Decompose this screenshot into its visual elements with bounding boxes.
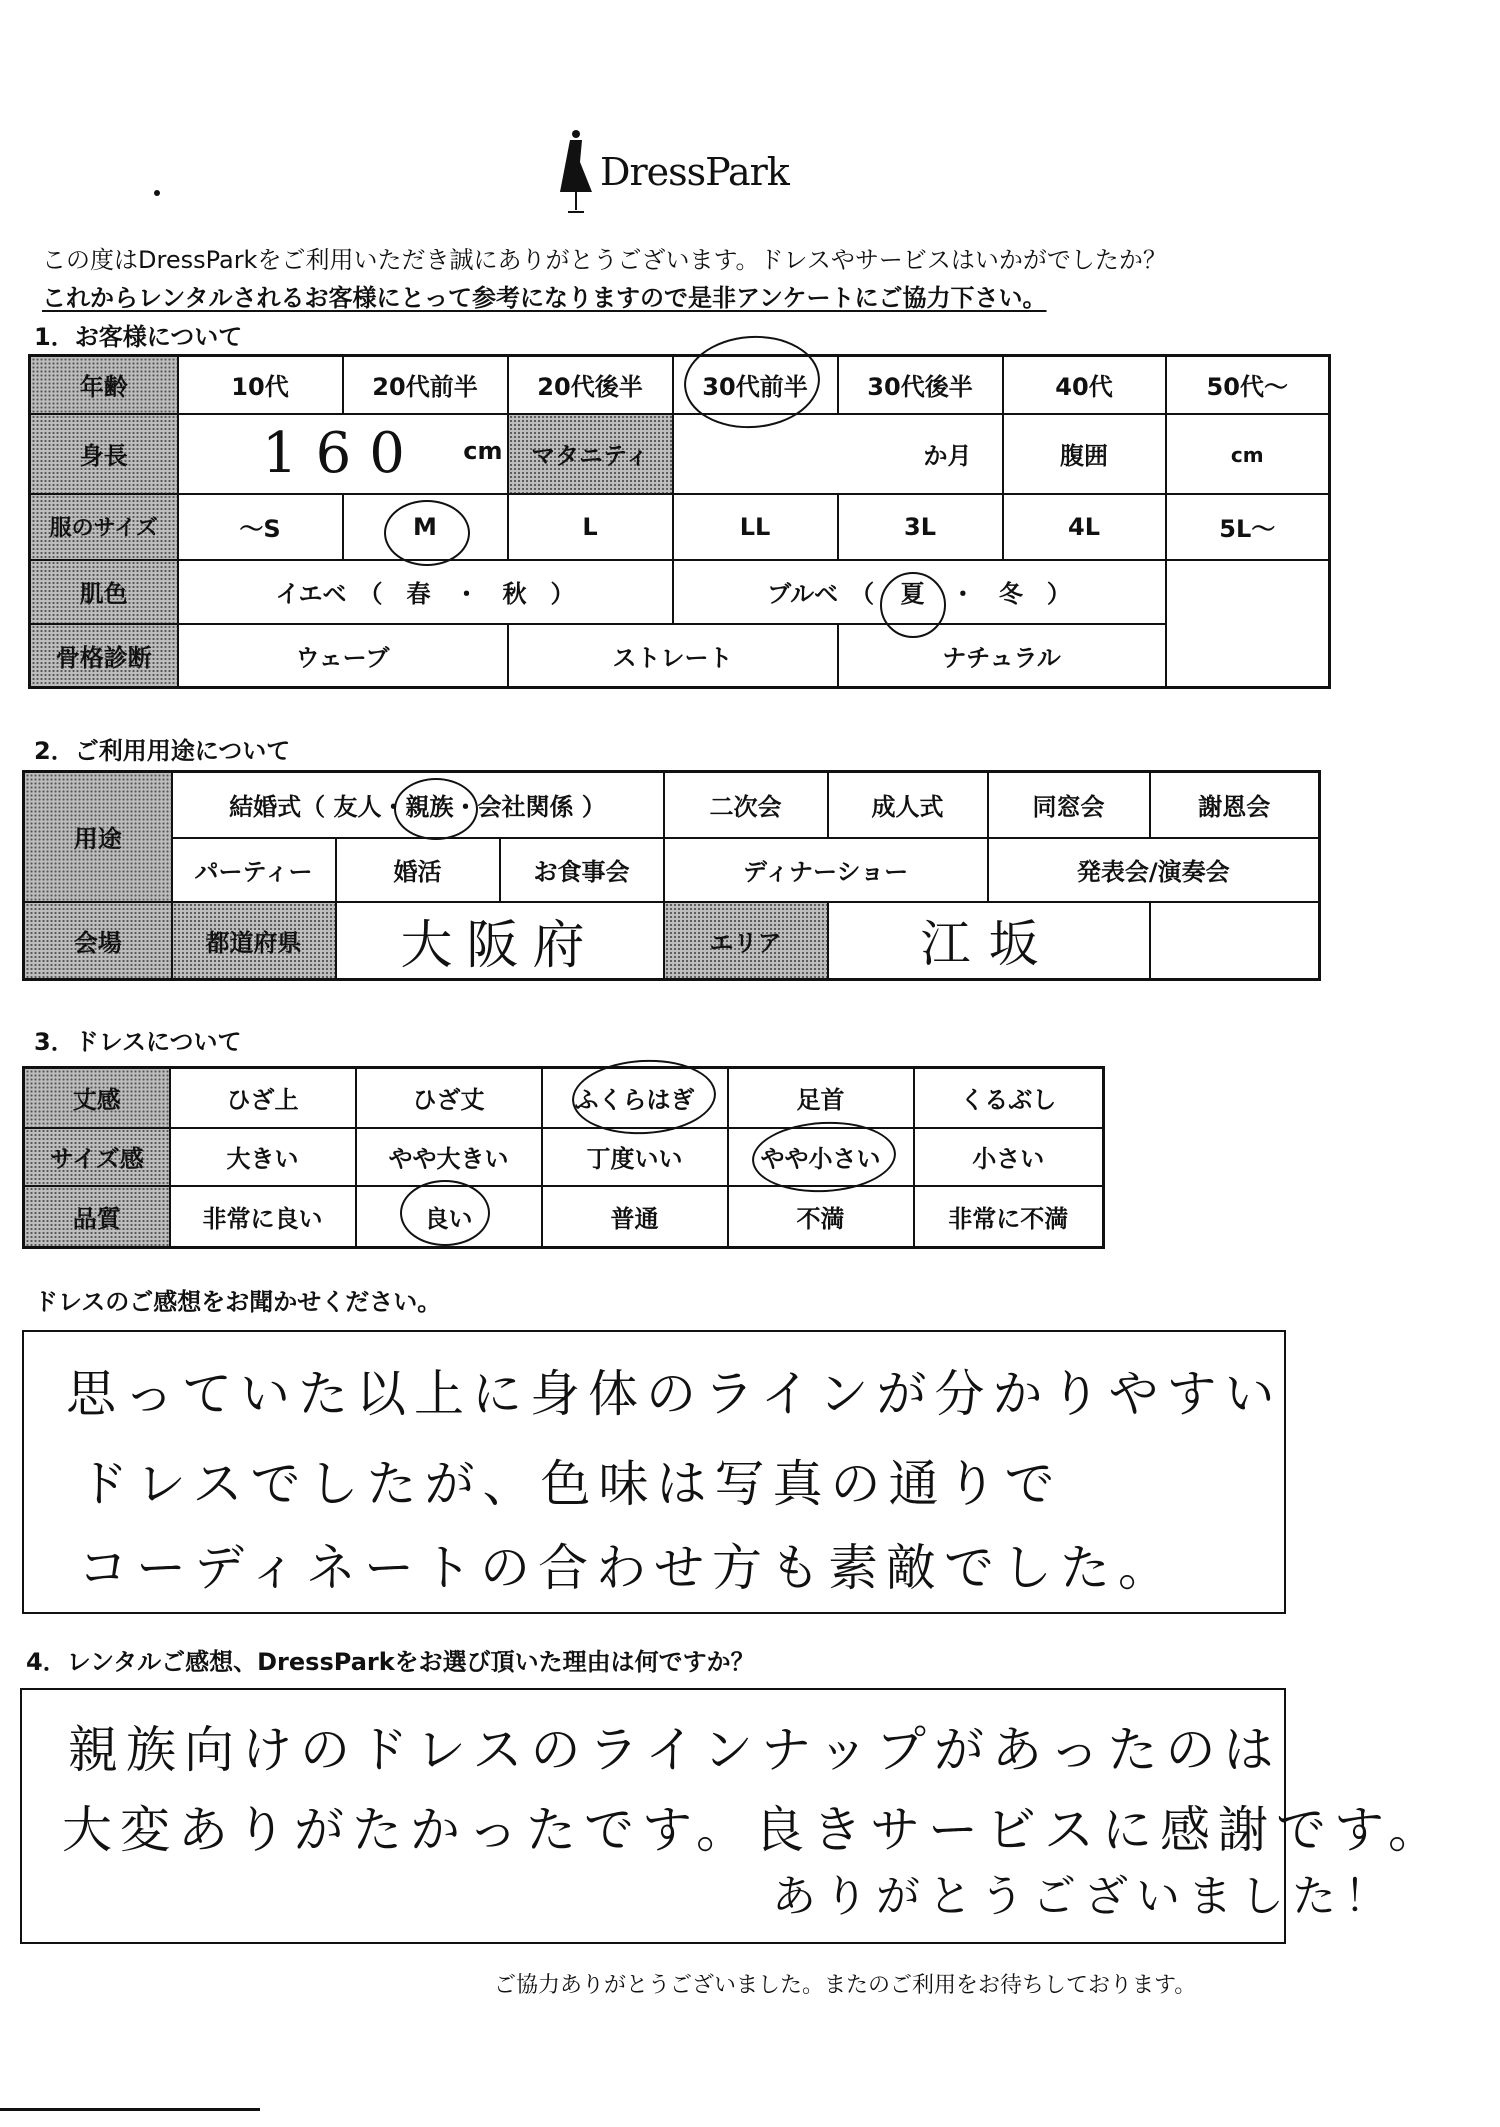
area-label: エリア (664, 902, 828, 980)
area-field[interactable] (828, 902, 1150, 980)
blue-base-rest: ・ 冬 ） (950, 580, 1071, 608)
size-label: 服のサイズ (30, 494, 178, 560)
height-field[interactable] (178, 414, 508, 494)
age-option[interactable]: 20代前半 (343, 356, 508, 414)
body-type-option[interactable]: ウェーブ (178, 624, 508, 688)
venue-label: 会場 (24, 902, 172, 980)
wedding-kin: 親族 (405, 793, 454, 822)
footer-thanks: ご協力ありがとうございました。またのご利用をお待ちしております。 (494, 1973, 1197, 1998)
dress-table (22, 1066, 1105, 1249)
prefecture-field[interactable] (336, 902, 664, 980)
prefecture-value: 大阪府 (400, 915, 599, 976)
intro-line2: これからレンタルされるお客様にとって参考になりますので是非アンケートにご協力下さい。 (42, 284, 1047, 312)
yellow-base-option[interactable]: イエベ （ 春 ・ 秋 ） (178, 560, 673, 624)
dress-comment-line: ドレスでしたが、色味は写真の通りで (78, 1455, 1063, 1513)
dress-icon (556, 128, 596, 218)
scan-mark (154, 190, 160, 196)
skin-color-label: 肌色 (30, 560, 178, 624)
section3-title: 3．ドレスについて (34, 1028, 242, 1056)
length-option[interactable]: ひざ丈 (356, 1068, 542, 1128)
section4-title: 4．レンタルご感想、DressParkをお選び頂いた理由は何ですか？ (26, 1648, 755, 1676)
length-option[interactable]: ふくらはぎ (542, 1068, 728, 1128)
rental-comment-line: ありがとうございました！ (772, 1871, 1396, 1922)
prefecture-label: 都道府県 (172, 902, 336, 980)
section1-title: 1．お客様について (34, 323, 243, 351)
age-option[interactable]: 40代 (1003, 356, 1166, 414)
blue-base-open: ブルベ （ (767, 580, 875, 608)
rental-comment-box[interactable] (20, 1688, 1446, 1944)
quality-option[interactable]: 不満 (728, 1186, 914, 1248)
fit-option[interactable]: 大きい (170, 1128, 356, 1186)
fit-option[interactable]: 小さい (914, 1128, 1104, 1186)
use-option[interactable]: 発表会/演奏会 (988, 838, 1320, 902)
use-option[interactable]: 謝恩会 (1150, 772, 1320, 838)
quality-option[interactable]: 非常に不満 (914, 1186, 1104, 1248)
rental-comment-line: 親族向けのドレスのラインナップがあったのは (68, 1721, 1282, 1779)
length-label: 丈感 (24, 1068, 170, 1128)
age-option[interactable]: 50代～ (1166, 356, 1330, 414)
customer-table (28, 354, 1331, 689)
usage-table (22, 770, 1321, 981)
size-option[interactable]: L (508, 494, 673, 560)
wedding-post: ・会社関係 ） (453, 793, 606, 822)
body-type-option[interactable]: ストレート (508, 624, 838, 688)
size-option[interactable]: 5L～ (1166, 494, 1330, 560)
size-option[interactable]: M (343, 494, 508, 560)
waist-label: 腹囲 (1003, 414, 1166, 494)
age-option[interactable]: 30代後半 (838, 356, 1003, 414)
logo (556, 128, 796, 218)
height-unit: cm (463, 436, 503, 465)
section2-title: 2．ご利用用途について (34, 737, 291, 765)
maternity-months-field[interactable] (673, 414, 1003, 494)
scan-edge-line (0, 2108, 260, 2111)
intro-line1: この度はDressParkをご利用いただき誠にありがとうございます。ドレスやサービスはいかがでしたか？ (42, 246, 1167, 274)
dress-comment-box[interactable] (22, 1330, 1286, 1614)
size-option[interactable]: ～S (178, 494, 343, 560)
fit-option[interactable]: 丁度いい (542, 1128, 728, 1186)
waist-field[interactable] (1166, 414, 1330, 494)
quality-option[interactable]: 非常に良い (170, 1186, 356, 1248)
fit-option[interactable]: やや大きい (356, 1128, 542, 1186)
use-option[interactable]: 成人式 (828, 772, 988, 838)
age-option[interactable]: 30代前半 (673, 356, 838, 414)
age-option[interactable]: 10代 (178, 356, 343, 414)
age-label: 年齢 (30, 356, 178, 414)
length-option[interactable]: ひざ上 (170, 1068, 356, 1128)
dress-comment-title: ドレスのご感想をお聞かせください。 (34, 1288, 442, 1316)
rental-comment-line: 大変ありがたかったです。良きサービスに感謝です。 (62, 1801, 1446, 1859)
use-option[interactable]: パーティー (172, 838, 336, 902)
wedding-pre: 結婚式（ 友人・ (229, 793, 406, 822)
size-option[interactable]: 3L (838, 494, 1003, 560)
use-option[interactable]: 二次会 (664, 772, 828, 838)
wedding-option[interactable] (172, 772, 664, 838)
body-type-label: 骨格診断 (30, 624, 178, 688)
waist-unit: cm (1230, 442, 1264, 467)
body-type-option[interactable]: ナチュラル (838, 624, 1166, 688)
size-option[interactable]: 4L (1003, 494, 1166, 560)
use-label: 用途 (24, 772, 172, 902)
fit-option[interactable]: やや小さい (728, 1128, 914, 1186)
blue-base-option[interactable] (673, 560, 1166, 624)
age-option[interactable]: 20代後半 (508, 356, 673, 414)
dress-comment-line: コーディネートの合わせ方も素敵でした。 (78, 1539, 1176, 1597)
quality-option[interactable]: 普通 (542, 1186, 728, 1248)
area-value: 江坂 (920, 915, 1057, 974)
height-label: 身長 (30, 414, 178, 494)
fit-label: サイズ感 (24, 1128, 170, 1186)
use-option[interactable]: お食事会 (500, 838, 664, 902)
size-option[interactable]: LL (673, 494, 838, 560)
use-option[interactable]: ディナーショー (664, 838, 988, 902)
months-unit: か月 (923, 442, 972, 470)
height-value: 160 (262, 421, 423, 486)
quality-option[interactable]: 良い (356, 1186, 542, 1248)
use-option[interactable]: 婚活 (336, 838, 500, 902)
logo-text: DressPark (600, 150, 789, 194)
maternity-label: マタニティ (508, 414, 673, 494)
quality-label: 品質 (24, 1186, 170, 1248)
length-option[interactable]: 足首 (728, 1068, 914, 1128)
blue-base-summer: 夏 (900, 580, 925, 608)
dress-comment-line: 思っていた以上に身体のラインが分かりやすい (66, 1365, 1283, 1423)
length-option[interactable]: くるぶし (914, 1068, 1104, 1128)
use-option[interactable]: 同窓会 (988, 772, 1150, 838)
